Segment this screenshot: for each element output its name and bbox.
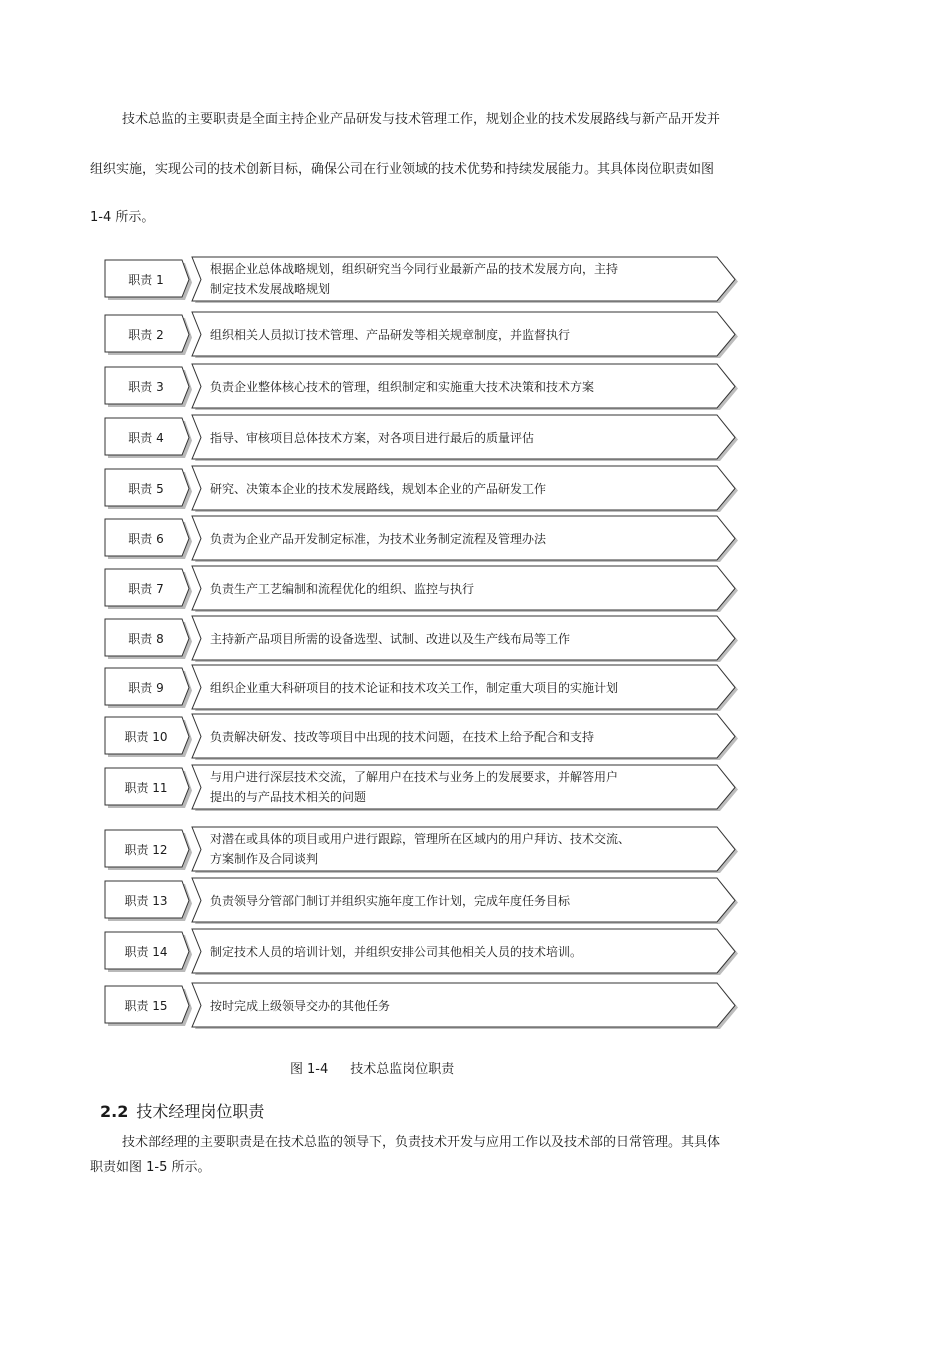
duty-text: 与用户进行深层技术交流，了解用户在技术与业务上的发展要求，并解答用户 — [210, 770, 619, 784]
duty-label: 职责 8 — [128, 632, 164, 646]
duty-row-8 — [105, 616, 738, 662]
duty-label: 职责 4 — [128, 431, 164, 445]
duty-text: 组织企业重大科研项目的技术论证和技术攻关工作，制定重大项目的实施计划 — [210, 681, 619, 695]
intro-line-2: 组织实施，实现公司的技术创新目标，确保公司在行业领域的技术优势和持续发展能力。其具体岗位职责如图 — [90, 162, 715, 177]
duty-text: 负责解决研发、技改等项目中出现的技术问题，在技术上给予配合和支持 — [210, 730, 595, 744]
intro-line-3: 1-4 所示。 — [90, 210, 155, 225]
duty-text: 指导、审核项目总体技术方案，对各项目进行最后的质量评估 — [210, 431, 535, 445]
caption-number: 1-4 — [307, 1062, 329, 1077]
duty-label: 职责 12 — [124, 843, 168, 857]
duty-label: 职责 13 — [124, 894, 168, 908]
duty-text: 按时完成上级领导交办的其他任务 — [210, 999, 391, 1013]
body-line-1: 技术部经理的主要职责是在技术总监的领导下，负责技术开发与应用工作以及技术部的日常管理。其具体 — [122, 1135, 721, 1150]
duty-label: 职责 1 — [128, 273, 164, 287]
duty-text: 制定技术发展战略规划 — [210, 282, 331, 296]
duty-row-1 — [105, 257, 738, 303]
duty-text: 组织相关人员拟订技术管理、产品研发等相关规章制度，并监督执行 — [210, 328, 571, 342]
duty-row-3 — [105, 364, 738, 410]
figure-caption — [290, 1058, 454, 1077]
duty-row-15 — [105, 983, 738, 1029]
duty-label: 职责 3 — [128, 380, 164, 394]
duty-row-12 — [105, 827, 738, 873]
duty-row-7 — [105, 566, 738, 612]
duty-label: 职责 7 — [128, 582, 164, 596]
section-title: 技术经理岗位职责 — [136, 1102, 265, 1121]
caption-title: 技术总监岗位职责 — [350, 1062, 455, 1077]
section-heading — [100, 1099, 264, 1122]
duty-text: 负责为企业产品开发制定标准，为技术业务制定流程及管理办法 — [210, 532, 547, 546]
duty-text: 对潜在或具体的项目或用户进行跟踪，管理所在区域内的用户拜访、技术交流、 — [210, 832, 631, 846]
duty-label: 职责 5 — [128, 482, 164, 496]
duty-row-10 — [105, 714, 738, 760]
duty-row-14 — [105, 929, 738, 975]
duty-text: 根据企业总体战略规划，组织研究当今同行业最新产品的技术发展方向，主持 — [210, 262, 619, 276]
duty-row-9 — [105, 665, 738, 711]
intro-line-1: 技术总监的主要职责是全面主持企业产品研发与技术管理工作，规划企业的技术发展路线与新产品开发并 — [122, 112, 721, 127]
duty-label: 职责 11 — [124, 781, 168, 795]
duty-text: 提出的与产品技术相关的问题 — [210, 790, 367, 804]
body-line-2: 职责如图 1-5 所示。 — [90, 1160, 211, 1175]
duty-row-5 — [105, 466, 738, 512]
section-number: 2.2 — [100, 1102, 129, 1121]
duty-text: 研究、决策本企业的技术发展路线，规划本企业的产品研发工作 — [210, 482, 547, 496]
caption-prefix: 图 — [290, 1062, 304, 1077]
duty-text: 负责生产工艺编制和流程优化的组织、监控与执行 — [210, 582, 475, 596]
duty-text: 负责领导分管部门制订并组织实施年度工作计划，完成年度任务目标 — [210, 894, 571, 908]
duty-label: 职责 2 — [128, 328, 164, 342]
duty-row-13 — [105, 878, 738, 924]
duty-row-6 — [105, 516, 738, 562]
duty-text: 主持新产品项目所需的设备选型、试制、改进以及生产线布局等工作 — [210, 632, 571, 646]
duty-label: 职责 14 — [124, 945, 168, 959]
duty-row-4 — [105, 415, 738, 461]
duty-label: 职责 6 — [128, 532, 164, 546]
duty-label: 职责 10 — [124, 730, 168, 744]
duty-text: 方案制作及合同谈判 — [210, 852, 319, 866]
duty-text: 制定技术人员的培训计划，并组织安排公司其他相关人员的技术培训。 — [210, 945, 583, 959]
duty-row-11 — [105, 765, 738, 811]
duty-label: 职责 15 — [124, 999, 168, 1013]
duty-text: 负责企业整体核心技术的管理，组织制定和实施重大技术决策和技术方案 — [210, 380, 595, 394]
duty-row-2 — [105, 312, 738, 358]
duty-label: 职责 9 — [128, 681, 164, 695]
